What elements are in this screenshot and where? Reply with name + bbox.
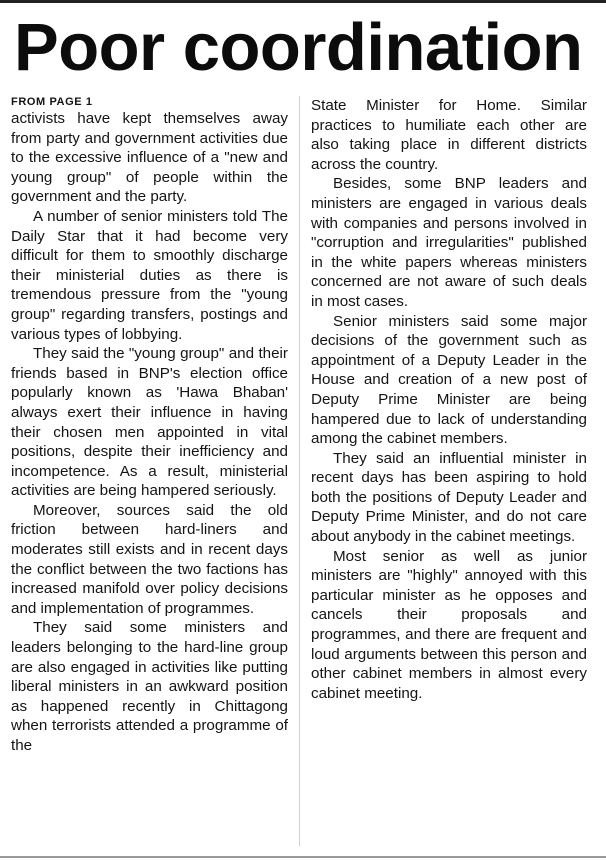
left-column xyxy=(11,96,288,756)
headline: Poor coordination xyxy=(14,10,583,85)
paragraph: A number of senior ministers told The Daily Star that it had become very difficult for them to smoothly discharge their ministerial duties as there is tremendous pressure from the "young group" regarding transfers, postings and various types of lobbying. xyxy=(11,207,288,343)
paragraph: They said the "young group" and their friends based in BNP's election office popularly known as 'Hawa Bhaban' always exert their influence in having their chosen men appointed in vital positions, despite their inefficiency and incompetence. As a result, ministerial activities are being hampered seriously. xyxy=(11,345,288,500)
paragraph: They said some ministers and leaders belonging to the hard-line group are also engaged in activities like putting liberal ministers in an awkward position as happened recently in Chittagong when terrorists attended a programme of the xyxy=(11,619,288,754)
top-rule xyxy=(0,0,606,3)
column-divider xyxy=(299,96,300,846)
paragraph: Moreover, sources said the old friction between hard-liners and moderates still exists and in recent days the conflict between the two factions has increased manifold over policy decisions and implementation of programmes. xyxy=(11,501,288,617)
right-column xyxy=(311,96,587,703)
paragraph: They said an influential minister in recent days has been aspiring to hold both the positions of Deputy Leader and Deputy Prime Minister, and do not care about anybody in the cabinet meetings. xyxy=(311,449,587,546)
paragraph: Senior ministers said some major decisions of the government such as appointment of a Deputy Leader in the House and creation of a new post of Deputy Prime Minister are being hampered due to lack of understanding among the cabinet members. xyxy=(311,312,587,448)
paragraph: activists have kept themselves away from party and government activities due to the excessive influence of a "new and young group" of people within the government and the party. xyxy=(11,110,288,206)
bottom-rule xyxy=(0,856,606,858)
paragraph: State Minister for Home. Similar practices to humiliate each other are also taking place in different districts across the country. xyxy=(311,97,587,173)
paragraph: Besides, some BNP leaders and ministers are engaged in various deals with companies and persons involved in "corruption and irregularities" published in the white papers whereas ministers concerned are not aware of such deals in most cases. xyxy=(311,175,587,310)
continuation-label: FROM PAGE 1 xyxy=(11,96,93,108)
paragraph: Most senior as well as junior ministers are "highly" annoyed with this particular minister as he opposes and cancels their proposals and programmes, and there are frequent and loud arguments between this person and other cabinet members in almost every cabinet meeting. xyxy=(311,547,587,702)
